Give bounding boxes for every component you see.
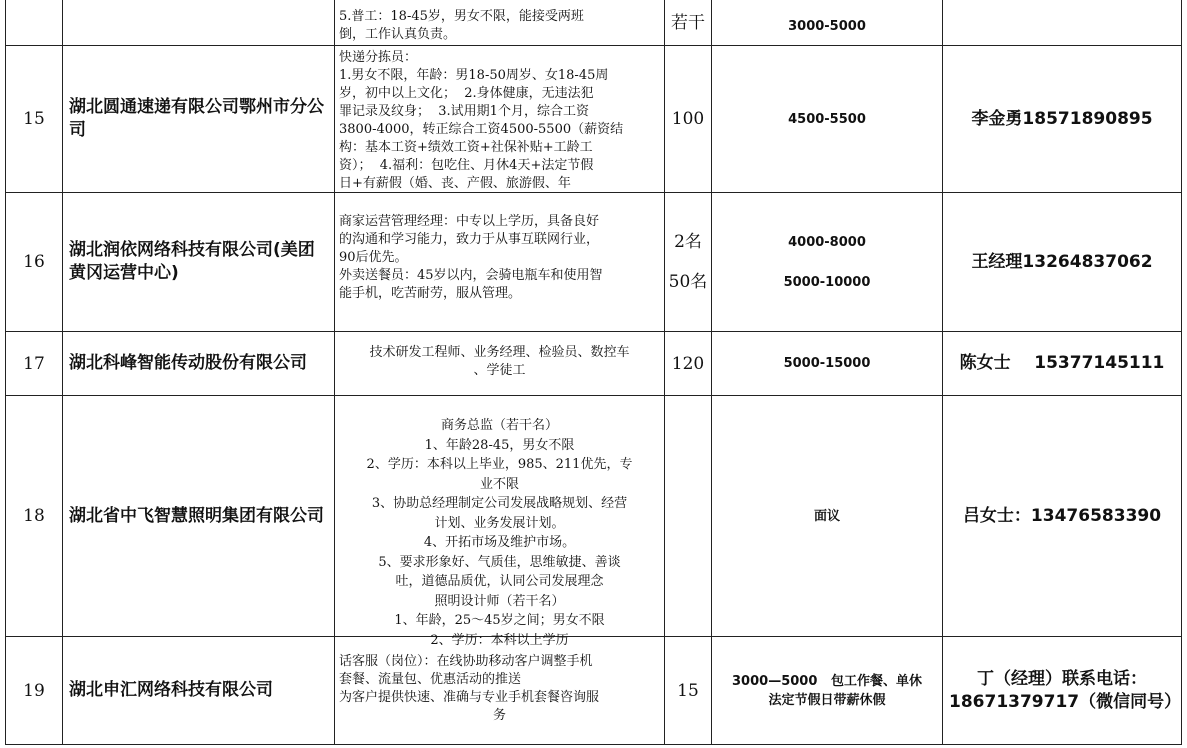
job-description: 5.普工：18-45岁，男女不限，能接受两班 倒，工作认真负责。: [335, 0, 665, 46]
contact-info: 吕女士：13476583390: [943, 396, 1182, 637]
hiring-count: 100: [665, 46, 712, 193]
salary-courier: 5000-10000: [783, 274, 871, 290]
row-number: 17: [5, 332, 63, 396]
company-name: 湖北申汇网络科技有限公司: [63, 637, 335, 745]
job-description: 快递分拣员： 1.男女不限，年龄：男18-50周岁、女18-45周 岁，初中以上文化； 2.身体健康，无违法犯 罪记录及纹身； 3.试用期1个月，综合工资 3800-4000，转正综合工资4500-5500（薪资结 构：基本工资+绩效工资+社保补贴+工龄工 资）； 4.福利：包吃住、月休4天+法定节假 日+有薪假（婚、丧、产假、旅游假、年: [335, 46, 665, 193]
salary-range: 面议: [712, 396, 943, 637]
row-number: 16: [5, 193, 63, 332]
hiring-count: 120: [665, 332, 712, 396]
job-description: 话客服（岗位）：在线协助移动客户调整手机 套餐、流量包、优惠活动的推送 为客户提供快速、准确与专业手机套餐咨询服 务: [335, 637, 665, 745]
company-name: 湖北润依网络科技有限公司(美团黄冈运营中心): [63, 193, 335, 332]
job-description: 商务总监（若干名） 1、年龄28-45，男女不限 2、学历：本科以上毕业，985、211优先，专 业不限 3、协助总经理制定公司发展战略规划、经营 计划、业务发展计划。 4、开拓市场及维护市场。 5、要求形象好、气质佳，思维敏捷、善谈 吐，道德品质优，认同公司发展理念 照明设计师（若干名） 1、年龄，25～45岁之间；男女不限 2、学历：本科以上学历: [335, 396, 665, 637]
salary-range: 3000—5000 包工作餐、单休法定节假日带薪休假: [712, 637, 943, 745]
contact-info: [943, 0, 1182, 46]
contact-info: 王经理13264837062: [943, 193, 1182, 332]
salary-range: 5000-15000: [712, 332, 943, 396]
hiring-count: 15: [665, 637, 712, 745]
row-number: 19: [5, 637, 63, 745]
row-number: 18: [5, 396, 63, 637]
row-number: 15: [5, 46, 63, 193]
job-description: 商家运营管理经理：中专以上学历，具备良好 的沟通和学习能力，致力于从事互联网行业， 90后优先。 外卖送餐员：45岁以内，会骑电瓶车和使用智 能手机，吃苦耐劳，服从管理。: [335, 193, 665, 332]
contact-info: 丁（经理）联系电话：18671379717（微信同号）: [943, 637, 1182, 745]
contact-info: 陈女士 15377145111: [943, 332, 1182, 396]
company-name: 湖北省中飞智慧照明集团有限公司: [63, 396, 335, 637]
job-description: 技术研发工程师、业务经理、检验员、数控车 、学徒工: [335, 332, 665, 396]
company-name: 湖北圆通速递有限公司鄂州市分公司: [63, 46, 335, 193]
count-manager: 2名: [674, 232, 702, 252]
hiring-count: 若干: [665, 0, 712, 46]
count-courier: 50名: [668, 272, 708, 292]
contact-info: 李金勇18571890895: [943, 46, 1182, 193]
salary-range: [712, 193, 943, 332]
company-name: 湖北科峰智能传动股份有限公司: [63, 332, 335, 396]
salary-manager: 4000-8000: [788, 234, 866, 250]
hiring-count: [665, 193, 712, 332]
hiring-count: [665, 396, 712, 637]
salary-range: 3000-5000: [712, 0, 943, 46]
salary-range: 4500-5500: [712, 46, 943, 193]
company-name: [63, 0, 335, 46]
row-number: [5, 0, 63, 46]
